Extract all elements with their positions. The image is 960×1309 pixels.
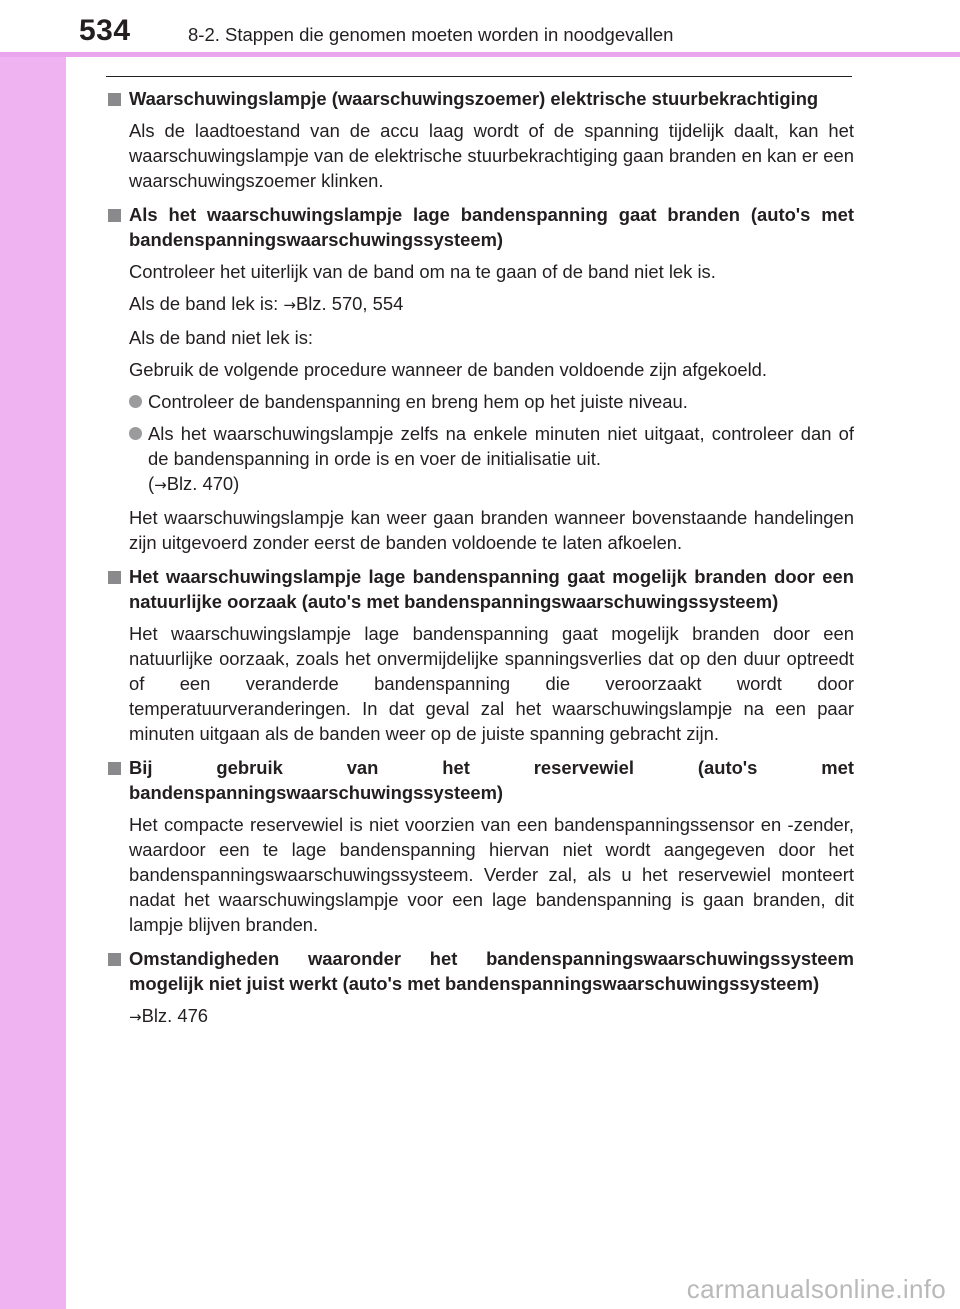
page-reference-link[interactable]: Blz. 570, 554: [295, 293, 404, 314]
section-heading: Het waarschuwingslampje lage bandenspanning gaat mogelijk branden door een natuurlijke oorzaak (auto's met bandenspanningswaarschuwingssysteem): [106, 564, 854, 614]
arrow-right-icon: →: [283, 296, 296, 314]
page-header: [0, 0, 960, 57]
paragraph: Controleer het uiterlijk van de band om na te gaan of de band niet lek is.: [129, 261, 716, 282]
round-bullet-icon: [129, 427, 142, 440]
chapter-sidebar: [0, 0, 66, 1309]
paragraph: Het waarschuwingslampje kan weer gaan branden wanneer bovenstaande handelingen zijn uitgevoerd zonder eerst de banden voldoende te laten afkoelen.: [129, 507, 854, 553]
round-bullet-icon: [129, 395, 142, 408]
square-bullet-icon: [108, 93, 121, 106]
page-reference-link[interactable]: Blz. 476: [141, 1005, 209, 1026]
square-bullet-icon: [108, 209, 121, 222]
page-content: [106, 86, 854, 1037]
section-heading: Bij gebruik van het reservewiel (auto's met bandenspanningswaarschuwingssysteem): [106, 755, 854, 805]
paragraph: Het compacte reservewiel is niet voorzien van een bandenspanningssensor en -zender, waardoor een te lage bandenspanning hiervan niet wordt aangegeven door het bandenspanningswaarschuwingssysteem. Verder zal, als u het reservewiel monteert nadat het waarschuwingslampje voor een lage bandenspanning is gaan branden, dit lampje blijven branden.: [129, 814, 854, 935]
chapter-title: 8-2. Stappen die genomen moeten worden in noodgevallen: [188, 24, 674, 45]
list-item: Controleer de bandenspanning en breng hem op het juiste niveau.: [106, 389, 854, 414]
list-item: Als het waarschuwingslampje zelfs na enkele minuten niet uitgaat, controleer dan of de bandenspanning in orde is en voer de initialisatie uit. (→Blz. 470): [106, 421, 854, 498]
square-bullet-icon: [108, 571, 121, 584]
page-number: 534: [79, 14, 131, 47]
watermark: carmanualsonline.info: [686, 1274, 946, 1304]
paragraph: Het waarschuwingslampje lage bandenspanning gaat mogelijk branden door een natuurlijke oorzaak, zoals het onvermijdelijke spanningsverlies dat op den duur optreedt of een veranderde bandenspanning die veroorzaakt wordt door temperatuurveranderingen. In dat geval zal het waarschuwingslampje na een paar minuten uitgaan als de banden weer op de juiste spanning gebracht zijn.: [129, 623, 854, 744]
paragraph: Als de band niet lek is:: [129, 327, 314, 348]
arrow-right-icon: →: [129, 1008, 142, 1026]
paragraph-page-reference: [106, 1003, 854, 1030]
section-divider: [106, 76, 852, 77]
section-heading: Als het waarschuwingslampje lage bandenspanning gaat branden (auto's met bandenspanningswaarschuwingssysteem): [106, 202, 854, 252]
section-heading: Omstandigheden waaronder het bandenspanningswaarschuwingssysteem mogelijk niet juist werkt (auto's met bandenspanningswaarschuwingssysteem): [106, 946, 854, 996]
square-bullet-icon: [108, 762, 121, 775]
section-heading: Waarschuwingslampje (waarschuwingszoemer) elektrische stuurbekrachtiging: [106, 86, 854, 111]
square-bullet-icon: [108, 953, 121, 966]
arrow-right-icon: →: [154, 476, 167, 494]
paragraph: Als de laadtoestand van de accu laag wordt of de spanning tijdelijk daalt, kan het waarschuwingslampje van de elektrische stuurbekrachtiging gaan branden en kan er een waarschuwingszoemer klinken.: [129, 120, 854, 191]
page-reference-link[interactable]: Blz. 470): [166, 473, 240, 494]
paragraph: Gebruik de volgende procedure wanneer de banden voldoende zijn afgekoeld.: [129, 359, 768, 380]
paragraph-page-reference: Als de band lek is: →Blz. 570, 554: [129, 293, 404, 314]
